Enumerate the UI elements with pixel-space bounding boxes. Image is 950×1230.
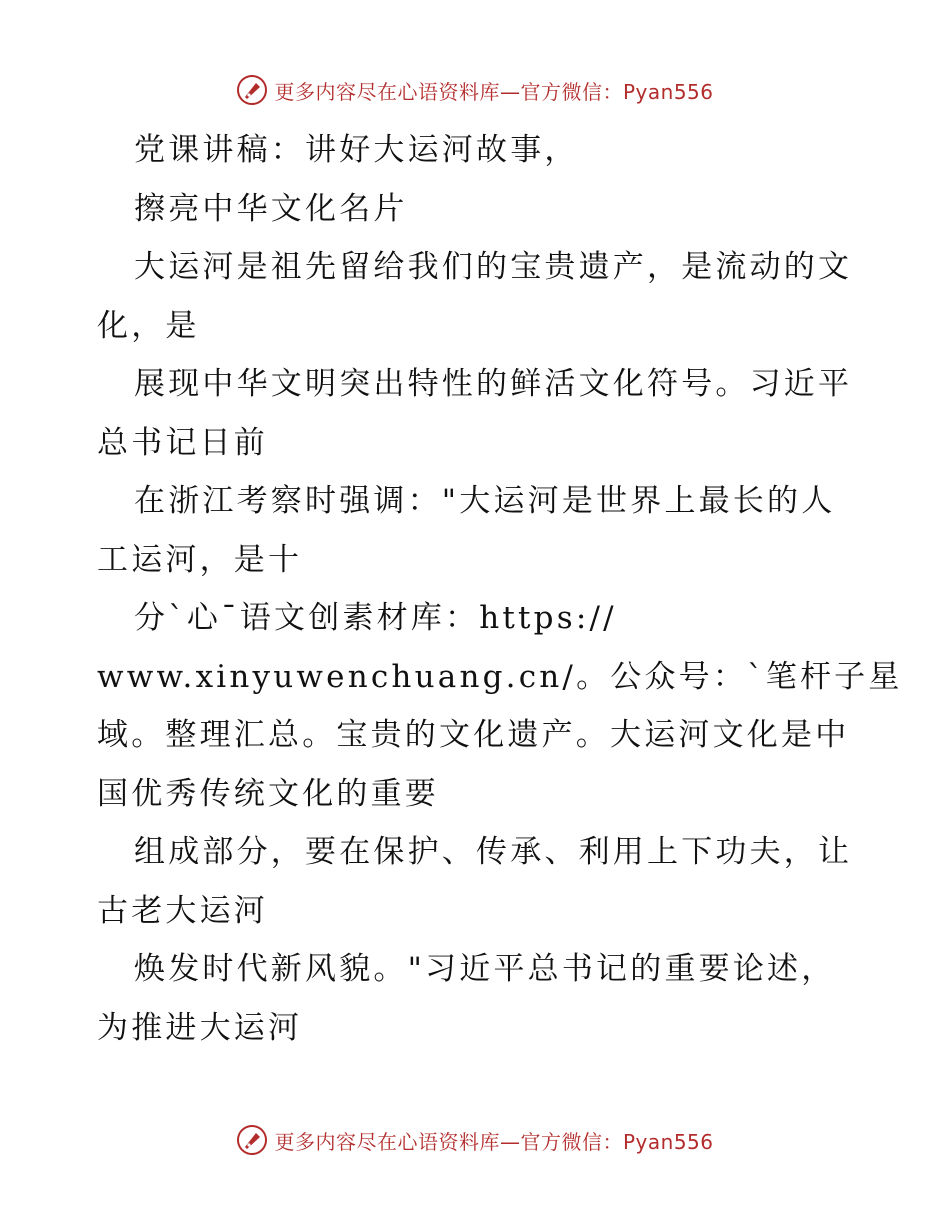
footer-banner-title: 更多内容尽在心语资料库 bbox=[274, 1129, 500, 1154]
body-line: 化，是 bbox=[97, 307, 200, 344]
footer-wechat-id: Pyan556 bbox=[622, 1129, 714, 1154]
body-line: 展现中华文明突出特性的鲜活文化符号。习近平 bbox=[134, 366, 853, 402]
body-line: 分`心¯语文创素材库：https:// bbox=[134, 600, 617, 636]
body-line: 域。整理汇总。宝贵的文化遗产。大运河文化是中 bbox=[97, 717, 850, 753]
body-line: 大运河是祖先留给我们的宝贵遗产，是流动的文 bbox=[134, 249, 853, 285]
header-wechat-id: Pyan556 bbox=[622, 79, 714, 104]
footer-banner bbox=[0, 1120, 950, 1160]
footer-banner-separator: — bbox=[499, 1129, 521, 1154]
body-line: 工运河，是十 bbox=[97, 541, 303, 578]
body-line: 擦亮中华文化名片 bbox=[134, 190, 408, 227]
body-line: 古老大运河 bbox=[97, 892, 268, 929]
document-body bbox=[97, 121, 903, 1057]
body-line: 在浙江考察时强调："大运河是世界上最长的人 bbox=[134, 483, 836, 519]
pen-nib-logo-icon bbox=[236, 74, 268, 106]
body-line: 总书记日前 bbox=[97, 424, 268, 461]
pen-nib-logo-icon bbox=[236, 1124, 268, 1156]
body-line: 焕发时代新风貌。"习近平总书记的重要论述， bbox=[134, 951, 836, 987]
body-line: 为推进大运河 bbox=[97, 1009, 303, 1046]
header-banner bbox=[0, 70, 950, 110]
body-line: 国优秀传统文化的重要 bbox=[97, 775, 439, 812]
body-line: 党课讲稿：讲好大运河故事， bbox=[134, 132, 579, 168]
header-banner-text bbox=[274, 76, 713, 105]
footer-wechat-label: 官方微信： bbox=[520, 1129, 623, 1154]
body-line: 组成部分，要在保护、传承、利用上下功夫，让 bbox=[134, 834, 853, 870]
header-banner-separator: — bbox=[499, 79, 521, 104]
footer-banner-text bbox=[274, 1126, 713, 1155]
body-line: www.xinyuwenchuang.cn/。公众号：`笔杆子星 bbox=[97, 658, 903, 695]
header-banner-title: 更多内容尽在心语资料库 bbox=[274, 79, 500, 104]
header-wechat-label: 官方微信： bbox=[520, 79, 623, 104]
